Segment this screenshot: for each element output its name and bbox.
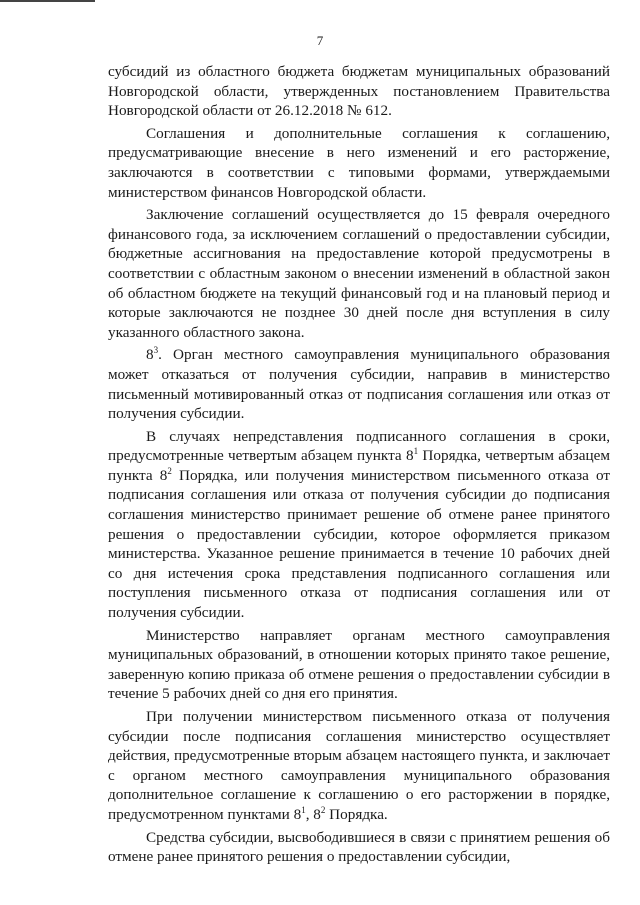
paragraph-text: , 8: [305, 805, 321, 823]
paragraph-8: [108, 828, 610, 867]
paragraph-text: Соглашения и дополнительные соглашения к соглашению, предусматривающие внесение в него изменений и его расторжение, заключаются в соответствии с типовыми формами, утверждаемыми министерством финансов Новгородской области.: [108, 124, 610, 201]
paragraph-text: . Орган местного самоуправления муниципального образования может отказаться от получения субсидии, направив в министерство письменный мотивированный отказ от подписания соглашения или отказ от получения субсидии.: [108, 346, 610, 423]
paragraph-text: Порядка, четвертым абзацем пункта 8: [108, 447, 610, 484]
paragraph-1: [108, 62, 610, 121]
paragraph-5: [108, 427, 610, 623]
paragraph-text: 8: [146, 346, 154, 364]
paragraph-2: [108, 124, 610, 202]
superscript: 3: [153, 345, 159, 356]
paragraph-7: [108, 707, 610, 825]
paragraph-text: В случаях непредставления подписанного соглашения в сроки, предусмотренные четвертым абзацем пункта 8: [108, 427, 610, 465]
paragraph-text: При получении министерством письменного отказа от получения субсидии после подписания соглашения министерство осуществляет действия, предусмотренные вторым абзацем настоящего пункта, и заключает с органом местного самоуправления муниципального образования дополнительное соглашение к соглашению о его расторжении в порядке, предусмотренном пунктами 8: [108, 708, 610, 823]
page-number: 7: [316, 33, 324, 48]
paragraph-text: субсидий из областного бюджета бюджетам муниципальных образований Новгородской области, утвержденных постановлением Правительства Новгородской области от 26.12.2018 № 612.: [108, 63, 610, 120]
superscript: 1: [413, 446, 419, 457]
paragraph-3: [108, 205, 610, 342]
paragraph-text: Порядка, или получения министерством письменного отказа от подписания соглашения или отказа от получения субсидии до подписания соглашения министерство принимает решение об отмене ранее принятого решения о предоставлении субсидии, которое оформляется приказом министерства. Указанное решение принимается в течение 10 рабочих дней со дня истечения срока представления подписанного соглашения или поступления письменного отказа от подписания соглашения или от получения субсидии.: [108, 466, 611, 622]
paragraph-6: [108, 626, 610, 704]
superscript: 2: [320, 804, 326, 815]
paragraph-text: Средства субсидии, высвободившиеся в связи с принятием решения об отмене ранее принятого решения о предоставлении субсидии,: [108, 828, 610, 866]
top-rule: [0, 0, 95, 2]
document-body: [108, 62, 610, 870]
paragraph-text: Заключение соглашений осуществляется до 15 февраля очередного финансового года, за исключением соглашений о предоставлении субсидии, бюджетные ассигнования на предоставление которой предусмотрены в соответствии с областным законом о внесении изменений в областной закон об областном бюджете на текущий финансовый год и на плановый период и которые заключаются не позднее 30 дней после дня вступления в силу указанного областного закона.: [108, 206, 610, 341]
paragraph-text: Министерство направляет органам местного самоуправления муниципальных образований, в отношении которых принято такое решение, заверенную копию приказа об отмене решения о предоставлении субсидии в течение 5 рабочих дней со дня его принятия.: [108, 626, 610, 703]
paragraph-4: [108, 345, 610, 423]
superscript: 1: [301, 804, 306, 815]
superscript: 2: [167, 465, 172, 476]
paragraph-text: Порядка.: [325, 805, 388, 823]
